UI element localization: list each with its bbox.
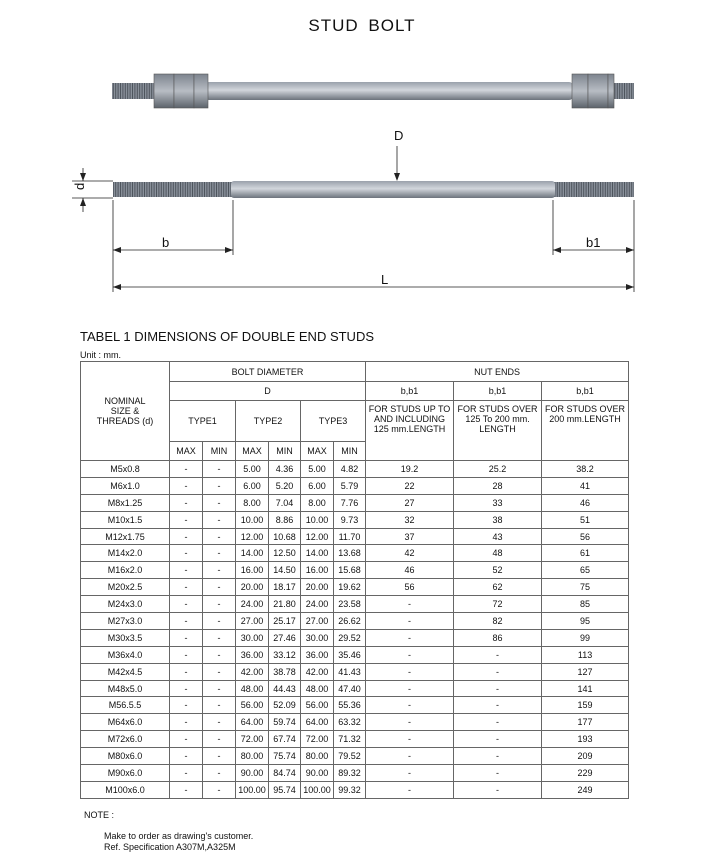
table-cell: 32 — [366, 511, 454, 528]
table-cell: - — [454, 697, 542, 714]
table-cell: - — [454, 765, 542, 782]
table-cell: 22 — [366, 477, 454, 494]
header-nominal: NOMINAL SIZE & THREADS (d) — [81, 362, 170, 461]
table-cell: 38.2 — [542, 461, 629, 478]
table-cell: 64.00 — [236, 714, 269, 731]
nominal-size-cell: M10x1.5 — [81, 511, 170, 528]
table-cell: 33 — [454, 494, 542, 511]
table-cell: - — [454, 663, 542, 680]
table-cell: 249 — [542, 781, 629, 798]
table-cell: 30.00 — [301, 629, 334, 646]
nominal-size-cell: M27x3.0 — [81, 613, 170, 630]
table-cell: 82 — [454, 613, 542, 630]
table-cell: 10.68 — [269, 528, 301, 545]
table-cell: 25.2 — [454, 461, 542, 478]
table-cell: - — [203, 596, 236, 613]
table-cell: 63.32 — [334, 714, 366, 731]
header-nut-desc: FOR STUDS OVER 200 mm.LENGTH — [542, 401, 629, 461]
header-max: MAX — [301, 442, 334, 461]
table-row — [81, 663, 629, 680]
table-caption: TABEL 1 DIMENSIONS OF DOUBLE END STUDS — [80, 329, 374, 344]
table-cell: - — [203, 511, 236, 528]
table-row — [81, 680, 629, 697]
table-cell: - — [203, 748, 236, 765]
note-line: Ref. Specification A307M,A325M — [104, 842, 236, 852]
table-cell: 27.00 — [301, 613, 334, 630]
table-cell: - — [203, 646, 236, 663]
table-cell: - — [170, 731, 203, 748]
table-cell: 30.00 — [236, 629, 269, 646]
table-cell: 65 — [542, 562, 629, 579]
header-min: MIN — [203, 442, 236, 461]
table-cell: 43 — [454, 528, 542, 545]
table-cell: 13.68 — [334, 545, 366, 562]
table-cell: - — [203, 461, 236, 478]
table-cell: - — [170, 714, 203, 731]
table-cell: - — [203, 545, 236, 562]
table-row — [81, 613, 629, 630]
table-cell: 56.00 — [301, 697, 334, 714]
table-cell: 46 — [542, 494, 629, 511]
table-cell: 72.00 — [236, 731, 269, 748]
table-cell: - — [203, 579, 236, 596]
table-cell: 52 — [454, 562, 542, 579]
unit-label: Unit : mm. — [80, 350, 122, 360]
table-cell: 86 — [454, 629, 542, 646]
table-cell: 44.43 — [269, 680, 301, 697]
table-cell: 27.46 — [269, 629, 301, 646]
table-cell: 100.00 — [301, 781, 334, 798]
table-cell: 100.00 — [236, 781, 269, 798]
table-cell: 18.17 — [269, 579, 301, 596]
nominal-size-cell: M42x4.5 — [81, 663, 170, 680]
table-cell: 80.00 — [301, 748, 334, 765]
table-cell: - — [203, 528, 236, 545]
table-cell: 12.00 — [236, 528, 269, 545]
table-cell: 229 — [542, 765, 629, 782]
table-cell: - — [203, 781, 236, 798]
table-cell: 24.00 — [301, 596, 334, 613]
table-cell: - — [170, 697, 203, 714]
table-cell: 5.79 — [334, 477, 366, 494]
table-cell: 28 — [454, 477, 542, 494]
table-cell: 4.36 — [269, 461, 301, 478]
table-cell: 5.00 — [236, 461, 269, 478]
label-L: L — [381, 272, 389, 287]
table-cell: - — [366, 748, 454, 765]
table-cell: 47.40 — [334, 680, 366, 697]
nominal-size-cell: M64x6.0 — [81, 714, 170, 731]
header-type1: TYPE1 — [170, 401, 236, 442]
table-cell: - — [366, 697, 454, 714]
table-cell: 5.00 — [301, 461, 334, 478]
table-cell: - — [203, 629, 236, 646]
nominal-size-cell: M30x3.5 — [81, 629, 170, 646]
table-row — [81, 528, 629, 545]
table-cell: 85 — [542, 596, 629, 613]
table-cell: 67.74 — [269, 731, 301, 748]
table-cell: 20.00 — [301, 579, 334, 596]
table-cell: - — [454, 714, 542, 731]
table-cell: 16.00 — [236, 562, 269, 579]
dimensions-table — [80, 361, 629, 799]
table-cell: 79.52 — [334, 748, 366, 765]
table-cell: 14.00 — [301, 545, 334, 562]
nominal-size-cell: M80x6.0 — [81, 748, 170, 765]
table-cell: 8.00 — [236, 494, 269, 511]
table-cell: 42.00 — [236, 663, 269, 680]
table-cell: - — [170, 494, 203, 511]
table-cell: 71.32 — [334, 731, 366, 748]
table-cell: - — [203, 765, 236, 782]
table-cell: 14.00 — [236, 545, 269, 562]
table-body — [81, 461, 629, 799]
header-bolt-diameter: BOLT DIAMETER — [170, 362, 366, 382]
header-max: MAX — [236, 442, 269, 461]
nominal-size-cell: M100x6.0 — [81, 781, 170, 798]
table-cell: - — [203, 494, 236, 511]
header-nut-desc: FOR STUDS OVER 125 To 200 mm. LENGTH — [454, 401, 542, 461]
table-row — [81, 781, 629, 798]
table-cell: - — [366, 663, 454, 680]
header-type3: TYPE3 — [301, 401, 366, 442]
table-cell: 7.04 — [269, 494, 301, 511]
nominal-size-cell: M36x4.0 — [81, 646, 170, 663]
table-cell: - — [170, 781, 203, 798]
nominal-size-cell: M24x3.0 — [81, 596, 170, 613]
table-cell: 99.32 — [334, 781, 366, 798]
table-cell: - — [170, 663, 203, 680]
table-cell: 5.20 — [269, 477, 301, 494]
table-cell: 127 — [542, 663, 629, 680]
table-row — [81, 545, 629, 562]
table-cell: 42.00 — [301, 663, 334, 680]
table-cell: 15.68 — [334, 562, 366, 579]
table-row — [81, 562, 629, 579]
table-cell: 6.00 — [236, 477, 269, 494]
table-cell: 33.12 — [269, 646, 301, 663]
table-cell: 25.17 — [269, 613, 301, 630]
table-cell: - — [203, 663, 236, 680]
table-cell: 12.00 — [301, 528, 334, 545]
table-cell: - — [366, 781, 454, 798]
table-cell: 56 — [366, 579, 454, 596]
table-cell: - — [366, 629, 454, 646]
table-cell: - — [170, 545, 203, 562]
table-cell: - — [454, 680, 542, 697]
table-cell: 16.00 — [301, 562, 334, 579]
table-cell: 26.62 — [334, 613, 366, 630]
table-cell: 36.00 — [236, 646, 269, 663]
table-cell: - — [203, 562, 236, 579]
nominal-size-cell: M56.5.5 — [81, 697, 170, 714]
table-cell: 48.00 — [236, 680, 269, 697]
nominal-size-cell: M6x1.0 — [81, 477, 170, 494]
table-cell: 80.00 — [236, 748, 269, 765]
table-cell: - — [203, 613, 236, 630]
table-row — [81, 579, 629, 596]
table-cell: 36.00 — [301, 646, 334, 663]
header-type2: TYPE2 — [236, 401, 301, 442]
header-nut-ends: NUT ENDS — [366, 362, 629, 382]
table-cell: - — [170, 748, 203, 765]
table-cell: 59.74 — [269, 714, 301, 731]
nominal-size-cell: M90x6.0 — [81, 765, 170, 782]
table-cell: 95.74 — [269, 781, 301, 798]
stud-bolt-3d — [112, 74, 634, 108]
label-d: d — [72, 182, 87, 190]
note-title: NOTE : — [84, 810, 115, 820]
table-cell: 61 — [542, 545, 629, 562]
table-cell: 75 — [542, 579, 629, 596]
table-row — [81, 748, 629, 765]
table-cell: 193 — [542, 731, 629, 748]
header-max: MAX — [170, 442, 203, 461]
right-nut-pair — [572, 74, 614, 108]
table-cell: 19.62 — [334, 579, 366, 596]
table-cell: - — [170, 596, 203, 613]
table-row — [81, 494, 629, 511]
nominal-size-cell: M12x1.75 — [81, 528, 170, 545]
table-cell: 72.00 — [301, 731, 334, 748]
note-line: Make to order as drawing's customer. — [104, 831, 254, 841]
table-cell: - — [454, 731, 542, 748]
table-cell: 51 — [542, 511, 629, 528]
table-cell: 41 — [542, 477, 629, 494]
table-cell: 27 — [366, 494, 454, 511]
table-cell: - — [170, 562, 203, 579]
table-row — [81, 596, 629, 613]
table-cell: - — [366, 646, 454, 663]
table-cell: - — [170, 765, 203, 782]
table-cell: - — [203, 714, 236, 731]
table-cell: - — [203, 680, 236, 697]
table-cell: 48.00 — [301, 680, 334, 697]
table-cell: 20.00 — [236, 579, 269, 596]
header-bb1: b,b1 — [454, 382, 542, 401]
table-row — [81, 765, 629, 782]
table-cell: 29.52 — [334, 629, 366, 646]
page-title: STUD BOLT — [308, 16, 416, 35]
nominal-size-cell: M8x1.25 — [81, 494, 170, 511]
table-cell: - — [366, 596, 454, 613]
table-cell: - — [203, 697, 236, 714]
nominal-size-cell: M72x6.0 — [81, 731, 170, 748]
header-bb1: b,b1 — [542, 382, 629, 401]
table-cell: 46 — [366, 562, 454, 579]
table-cell: 72 — [454, 596, 542, 613]
nominal-size-cell: M20x2.5 — [81, 579, 170, 596]
table-cell: 38 — [454, 511, 542, 528]
table-cell: 7.76 — [334, 494, 366, 511]
table-cell: 159 — [542, 697, 629, 714]
table-cell: 141 — [542, 680, 629, 697]
table-cell: - — [170, 629, 203, 646]
table-cell: - — [170, 511, 203, 528]
table-cell: 4.82 — [334, 461, 366, 478]
table-row — [81, 461, 629, 478]
stud-bolt-drawing — [0, 0, 724, 310]
table-cell: 84.74 — [269, 765, 301, 782]
table-cell: - — [170, 477, 203, 494]
table-cell: 14.50 — [269, 562, 301, 579]
table-row — [81, 629, 629, 646]
table-cell: 35.46 — [334, 646, 366, 663]
table-cell: 56 — [542, 528, 629, 545]
table-cell: 209 — [542, 748, 629, 765]
table-cell: 52.09 — [269, 697, 301, 714]
table-cell: 8.86 — [269, 511, 301, 528]
table-cell: - — [170, 680, 203, 697]
table-cell: 89.32 — [334, 765, 366, 782]
table-cell: - — [203, 731, 236, 748]
table-cell: - — [366, 613, 454, 630]
table-cell: - — [366, 714, 454, 731]
nominal-size-cell: M5x0.8 — [81, 461, 170, 478]
table-cell: 55.36 — [334, 697, 366, 714]
table-cell: 56.00 — [236, 697, 269, 714]
table-cell: - — [454, 646, 542, 663]
label-b: b — [162, 235, 170, 250]
table-cell: 19.2 — [366, 461, 454, 478]
table-cell: 75.74 — [269, 748, 301, 765]
table-cell: - — [366, 680, 454, 697]
table-cell: - — [170, 613, 203, 630]
nominal-size-cell: M48x5.0 — [81, 680, 170, 697]
dimension-lines — [72, 146, 634, 292]
table-cell: 27.00 — [236, 613, 269, 630]
table-cell: - — [454, 781, 542, 798]
table-cell: - — [170, 461, 203, 478]
table-row — [81, 477, 629, 494]
table-cell: 10.00 — [236, 511, 269, 528]
header-bb1: b,b1 — [366, 382, 454, 401]
table-cell: 90.00 — [301, 765, 334, 782]
table-row — [81, 697, 629, 714]
table-cell: 21.80 — [269, 596, 301, 613]
header-nut-desc: FOR STUDS UP TO AND INCLUDING 125 mm.LENGTH — [366, 401, 454, 461]
table-cell: 41.43 — [334, 663, 366, 680]
table-cell: - — [170, 528, 203, 545]
table-row — [81, 646, 629, 663]
table-cell: - — [366, 765, 454, 782]
left-nut-pair — [154, 74, 208, 108]
label-D: D — [394, 128, 404, 143]
header-D: D — [170, 382, 366, 401]
table-cell: - — [203, 477, 236, 494]
table-cell: - — [454, 748, 542, 765]
table-cell: 95 — [542, 613, 629, 630]
table-cell: 24.00 — [236, 596, 269, 613]
table-cell: - — [170, 579, 203, 596]
table-row — [81, 731, 629, 748]
header-min: MIN — [334, 442, 366, 461]
table-cell: 42 — [366, 545, 454, 562]
table-cell: 12.50 — [269, 545, 301, 562]
nominal-size-cell: M16x2.0 — [81, 562, 170, 579]
table-cell: 64.00 — [301, 714, 334, 731]
table-cell: 113 — [542, 646, 629, 663]
table-cell: 23.58 — [334, 596, 366, 613]
table-cell: 37 — [366, 528, 454, 545]
header-min: MIN — [269, 442, 301, 461]
nominal-size-cell: M14x2.0 — [81, 545, 170, 562]
table-cell: 48 — [454, 545, 542, 562]
table-row — [81, 714, 629, 731]
table-cell: 8.00 — [301, 494, 334, 511]
table-cell: 6.00 — [301, 477, 334, 494]
table-cell: 10.00 — [301, 511, 334, 528]
table-cell: 90.00 — [236, 765, 269, 782]
table-cell: 177 — [542, 714, 629, 731]
table-cell: - — [170, 646, 203, 663]
table-cell: - — [366, 731, 454, 748]
label-b1: b1 — [586, 235, 601, 250]
table-cell: 9.73 — [334, 511, 366, 528]
table-cell: 11.70 — [334, 528, 366, 545]
table-cell: 38.78 — [269, 663, 301, 680]
table-row — [81, 511, 629, 528]
stud-bolt-2d — [113, 181, 634, 198]
table-cell: 62 — [454, 579, 542, 596]
table-cell: 99 — [542, 629, 629, 646]
